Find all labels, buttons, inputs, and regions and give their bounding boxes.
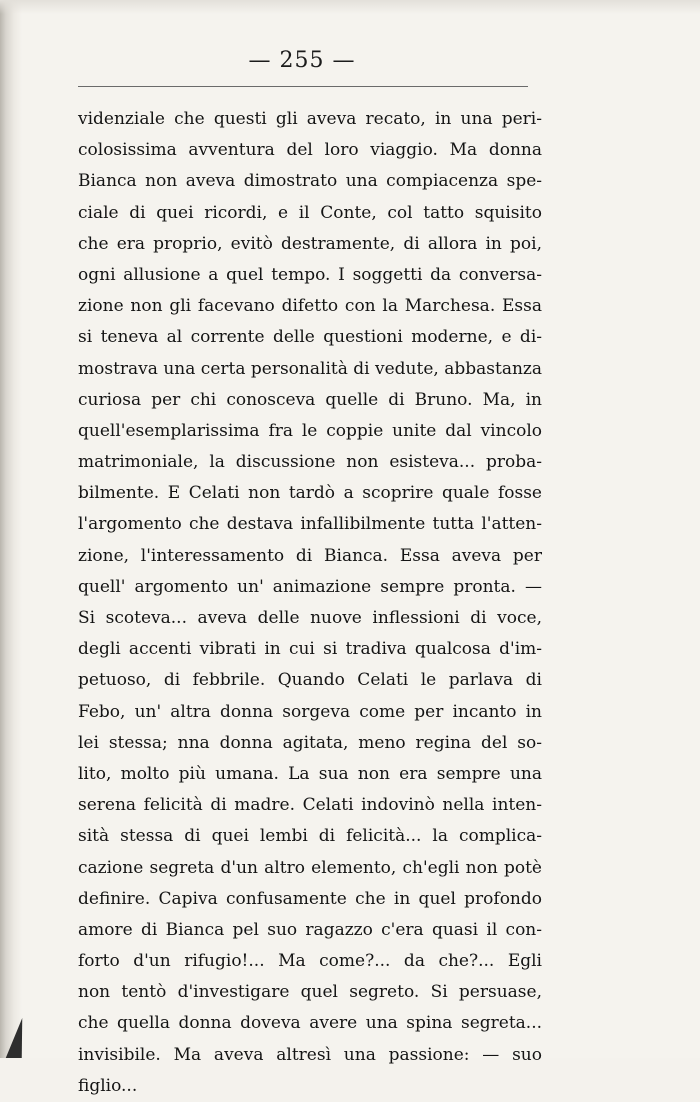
page-number: — 255 — (248, 48, 356, 73)
scan-shadow-left (0, 0, 22, 1058)
text-line: definire. Capiva confusamente che in quel profondo (78, 888, 542, 909)
text-line: forto d'un rifugio!... Ma come?... da che?... Egli (78, 951, 542, 972)
text-line: bilmente. E Celati non tardò a scoprire quale fosse (78, 483, 542, 504)
text-line: l'argomento che destava infallibilmente tutta l'atten- (78, 514, 542, 535)
text-line: figlio... (78, 1075, 138, 1096)
text-line: petuoso, di febbrile. Quando Celati le parlava di (78, 670, 542, 691)
text-line: matrimoniale, la discussione non esisteva... proba- (78, 452, 542, 473)
text-line: zione, l'interessamento di Bianca. Essa aveva per (78, 545, 542, 566)
text-line: si teneva al corrente delle questioni moderne, e di- (78, 327, 542, 348)
text-line: quell' argomento un' animazione sempre pronta. — (78, 576, 542, 597)
text-line: Febo, un' altra donna sorgeva come per incanto in (78, 701, 542, 722)
text-line: che quella donna doveva avere una spina segreta... (78, 1013, 542, 1034)
header-rule (78, 86, 528, 87)
text-line: ogni allusione a quel tempo. I soggetti da conversa- (78, 264, 542, 285)
text-line: Bianca non aveva dimostrato una compiacenza spe- (78, 171, 542, 192)
text-line: ciale di quei ricordi, e il Conte, col tatto squisito (78, 202, 542, 223)
text-line: cazione segreta d'un altro elemento, ch'egli non potè (78, 857, 542, 878)
text-line: mostrava una certa personalità di vedute, abbastanza (78, 358, 542, 379)
text-line: quell'esemplarissima fra le coppie unite dal vincolo (78, 420, 542, 441)
body-text (78, 104, 542, 1102)
text-line: lei stessa; nna donna agitata, meno regina del so- (78, 732, 542, 753)
text-line: invisibile. Ma aveva altresì una passione: — suo (78, 1044, 542, 1065)
text-line: degli accenti vibrati in cui si tradiva qualcosa d'im- (78, 639, 542, 660)
text-line: non tentò d'investigare quel segreto. Si persuase, (78, 982, 542, 1003)
text-line: zione non gli facevano difetto con la Marchesa. Essa (78, 296, 542, 317)
text-line: che era proprio, evitò destramente, di allora in poi, (78, 233, 542, 254)
text-line: Si scoteva... aveva delle nuove inflessioni di voce, (78, 608, 542, 628)
text-line: serena felicità di madre. Celati indovinò nella inten- (78, 795, 542, 816)
text-line: videnziale che questi gli aveva recato, in una peri- (78, 109, 542, 129)
scan-shadow-top (0, 0, 700, 14)
text-line: amore di Bianca pel suo ragazzo c'era quasi il con- (78, 919, 542, 940)
text-line: sità stessa di quei lembi di felicità... la complica- (78, 826, 542, 847)
text-line: lito, molto più umana. La sua non era sempre una (78, 763, 542, 784)
text-line: curiosa per chi conosceva quelle di Bruno. Ma, in (78, 389, 542, 410)
text-line: colosissima avventura del loro viaggio. Ma donna (78, 140, 542, 161)
